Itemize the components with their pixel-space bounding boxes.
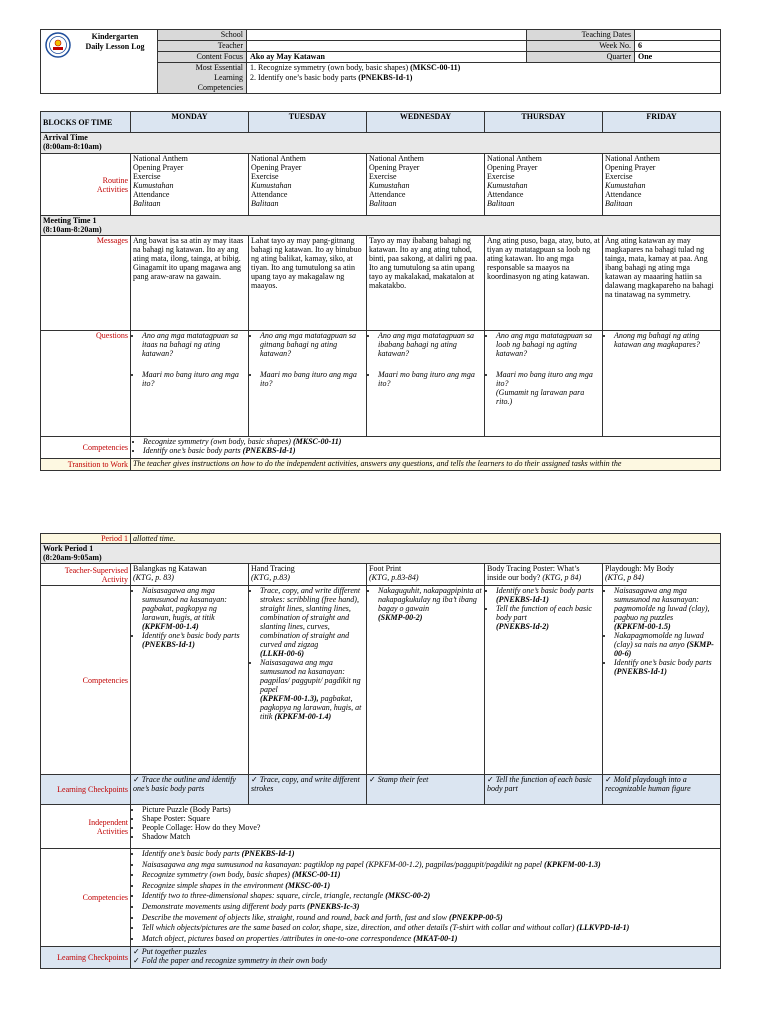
title-cell	[41, 30, 158, 94]
learning-checkpoints-label-2: Learning Checkpoints	[41, 947, 131, 969]
message-thursday: Ang ating puso, baga, atay, buto, at tiyan ay matatagpuan sa loob ng ating katawan. Ito ang mga responsable sa maayos na koordinasyon ng ating katawan.	[485, 236, 603, 331]
period-row	[41, 534, 721, 544]
competencies-label-1: Competencies	[41, 437, 131, 459]
routine-cell-monday: National Anthem Opening Prayer Exercise Kumustahan Attendance Balitaan	[131, 154, 249, 216]
routine-cell-tuesday: National Anthem Opening Prayer Exercise Kumustahan Attendance Balitaan	[249, 154, 367, 216]
competencies-label-3: Competencies	[41, 849, 131, 947]
competency-item: • Naisasagawa ang mga sumusunod na kasanayan: pagtiklop ng papel (KPKFM-00-1.2), pagpilas/paggupit/pagdikit ng papel (KPKFM-00-1.3)	[142, 860, 718, 871]
competency-item: • Identify one’s basic body parts (PNEKBS-Id-1)	[142, 849, 718, 860]
competency-item: • Recognize symmetry (own body, basic shapes) (MKSC-00-11)	[143, 437, 718, 446]
period-label: Period 1	[41, 534, 131, 544]
day-header-friday: FRIDAY	[603, 112, 721, 133]
activity-tuesday: Hand Tracing (KTG, p.83)	[249, 564, 367, 586]
mel-item-2: 2. Identify one’s basic body parts (PNEKBS-Id-1)	[250, 73, 413, 82]
day-header-wednesday: WEDNESDAY	[367, 112, 485, 133]
mel-field	[247, 63, 721, 94]
message-friday: Ang ating katawan ay may magkapares na bahagi tulad ng tainga, mata, kamay at paa. Ang ibang bahagi ng ating mga katawan ay maaaring hatiin sa dalawang magkapareho na bahagi na tinatawag na symmetry.	[603, 236, 721, 331]
questions-thursday: • Ano ang mga matatagpuan sa loob ng bahagi ng agting katawan? • Maari mo bang ituro ang mga ito? (Gumamit ng larawan para rito.)	[485, 331, 603, 437]
school-label: School	[158, 30, 247, 41]
routine-activities-label: Routine Activities	[41, 154, 131, 216]
activity-monday: Balangkas ng Katawan (KTG, p. 83)	[131, 564, 249, 586]
work-period-row: Work Period 1 (8:20am-9:05am)	[41, 544, 721, 564]
message-monday: Ang bawat isa sa atin ay may itaas na bahagi ng katawan. Ito ay ang ating mata, ilong, tainga, at bibig. Ginagamit ito upang magawa ang pang araw-araw na gawain.	[131, 236, 249, 331]
questions-monday: • Ano ang mga matatagpuan sa itaas na bahagi ng ating katawan? • Maari mo bang ituro ang mga ito?	[131, 331, 249, 437]
teaching-dates-label: Teaching Dates	[527, 30, 635, 41]
teacher-label: Teacher	[158, 41, 247, 52]
day-header-tuesday: TUESDAY	[249, 112, 367, 133]
header-table	[40, 29, 721, 94]
competencies-row-2	[41, 586, 721, 775]
questions-wednesday: • Ano ang mga matatagpuan sa ibabang bahagi ng ating katawan? • Maari mo bang ituro ang mga ito?	[367, 331, 485, 437]
independent-activities-row	[41, 805, 721, 849]
competencies-row-3	[41, 849, 721, 947]
routine-row	[41, 154, 721, 216]
mel-label	[158, 63, 247, 94]
content-focus-field[interactable]: Ako ay May Katawan	[247, 52, 527, 63]
activity-wednesday: Foot Print (KTG, p.83-84)	[367, 564, 485, 586]
mel-label-3: Competencies	[197, 83, 243, 92]
competencies-monday: • Naisasagawa ang mga sumusunod na kasanayan: pagbakat, pagkopya ng larawan, hugis, at titik (KPKFM-00-1.4) • Identify one’s basic body parts (PNEKBS-Id-1)	[131, 586, 249, 775]
teacher-supervised-label: Teacher-Supervised Activity	[41, 564, 131, 586]
checkpoint-wednesday: ✓ Stamp their feet	[367, 775, 485, 805]
mel-label-1: Most Essential	[195, 63, 243, 72]
questions-tuesday: • Ano ang mga matatagpuan sa gitnang bahagi ng ating katawan? • Maari mo bang ituro ang mga ito?	[249, 331, 367, 437]
lesson-table-1	[40, 111, 721, 471]
mel-label-2: Learning	[214, 73, 243, 82]
thursday-picture-note: (Gumamit ng larawan para rito.)	[496, 388, 585, 406]
competencies-tuesday: • Trace, copy, and write different strokes: scribbling (free hand), straight lines, slanting lines, combination of straight and slanting lines, curves, combination of straight and curved and zigzag (LLKH-00-6) • Naisasagawa ang mga sumusunod na kasanayan: pagpilas/ paggupit/ pagdikit ng papel (KPKFM-00-1.3), pagbakat, pagkopya ng larawan, hugis, at titik (KPKFM-00-1.4)	[249, 586, 367, 775]
checkpoints-cell-2	[131, 947, 721, 969]
questions-label: Questions	[41, 331, 131, 437]
week-label: Week No.	[527, 41, 635, 52]
questions-friday: • Anong mg bahagi ng ating katawan ang magkapares?	[603, 331, 721, 437]
competencies-friday: • Naisasagawa ang mga sumusunod na kasanayan: pagmomolde ng luwad (clay), pagbuo ng puzzles (KPKFM-00-1.5) • Nakapagmomolde ng luwad (clay) sa nais na anyo (SKMP-00-6) • Identify one’s basic body parts (PNEKBS-Id-1)	[603, 586, 721, 775]
message-tuesday: Lahat tayo ay may pang-gitnang bahagi ng katawan. Ito ay binubuo ng ating balikat, kamay, siko, at tiyan. Ito ang tumutulong sa atin upang tayo ay makagalaw ng maayos.	[249, 236, 367, 331]
competencies-cell-3	[131, 849, 721, 947]
learning-checkpoints-row-1	[41, 775, 721, 805]
questions-row	[41, 331, 721, 437]
mel-item-1: 1. Recognize symmetry (own body, basic shapes) (MKSC-00-11)	[250, 63, 461, 72]
transition-row	[41, 459, 721, 471]
competency-item: • Identify two to three-dimensional shapes: square, circle, triangle, rectangle (MKSC-00-2)	[142, 891, 718, 902]
competencies-thursday: • Identify one’s basic body parts (PNEKBS-Id-1) • Tell the function of each basic body part (PNEKBS-Id-2)	[485, 586, 603, 775]
message-wednesday: Tayo ay may ibabang bahagi ng katawan. Ito ay ang ating tuhod, binti, paa sakong, at daliri ng paa. Ito ang tumutulong sa atin upang tayo ay makalakad, makatalon at makatakbo.	[367, 236, 485, 331]
competency-item: • Demonstrate movements using different body parts (PNEKBS-Ic-3)	[142, 902, 718, 913]
lesson-table-2	[40, 533, 721, 969]
independent-activity-item: • Shadow Match	[142, 832, 718, 841]
messages-label: Messages	[41, 236, 131, 331]
competencies-row-1	[41, 437, 721, 459]
routine-cell-friday: National Anthem Opening Prayer Exercise Kumustahan Attendance Balitaan	[603, 154, 721, 216]
activity-friday: Playdough: My Body (KTG, p 84)	[603, 564, 721, 586]
learning-checkpoints-label-1: Learning Checkpoints	[41, 775, 131, 805]
checkpoint-item: ✓ Put together puzzles	[133, 947, 718, 956]
messages-row	[41, 236, 721, 331]
checkpoint-item: ✓ Fold the paper and recognize symmetry in their own body	[133, 956, 718, 965]
activity-thursday: Body Tracing Poster: What’s inside our body? (KTG, p 84)	[485, 564, 603, 586]
independent-activities-label: Independent Activities	[41, 805, 131, 849]
period-text: allotted time.	[131, 534, 721, 544]
teacher-field[interactable]	[247, 41, 527, 52]
independent-activity-item: • Shape Poster: Square	[142, 814, 718, 823]
blocks-of-time-header: BLOCKS OF TIME	[41, 112, 131, 133]
competency-item: • Tell which objects/pictures are the same based on color, shape, size, direction, and other details (T-shirt with collar and without collar) (LLKVPD-Id-1)	[142, 923, 718, 934]
checkpoint-tuesday: ✓ Trace, copy, and write different strokes	[249, 775, 367, 805]
checkpoint-monday: ✓ Trace the outline and identify one’s basic body parts	[131, 775, 249, 805]
competencies-cell-1	[131, 437, 721, 459]
teaching-dates-field[interactable]	[635, 30, 721, 41]
competency-item: • Identify one’s basic body parts (PNEKBS-Id-1)	[143, 446, 718, 455]
teacher-supervised-row	[41, 564, 721, 586]
title-line2: Daily Lesson Log	[85, 42, 145, 51]
school-field[interactable]	[247, 30, 527, 41]
arrival-time-row: Arrival Time (8:00am-8:10am)	[41, 133, 721, 154]
competencies-wednesday: • Nakaguguhit, nakapagpipinta at nakapagkukulay ng iba’t ibang bagay o gawain (SKMP-00-2)	[367, 586, 485, 775]
content-focus-label: Content Focus	[158, 52, 247, 63]
checkpoint-thursday: ✓ Tell the function of each basic body part	[485, 775, 603, 805]
transition-label: Transition to Work	[41, 459, 131, 471]
quarter-field[interactable]: One	[635, 52, 721, 63]
learning-checkpoints-row-2	[41, 947, 721, 969]
competency-item: • Describe the movement of objects like, straight, round and round, back and forth, fast and slow (PNEKPP-00-5)	[142, 913, 718, 924]
routine-cell-thursday: National Anthem Opening Prayer Exercise Kumustahan Attendance Balitaan	[485, 154, 603, 216]
checkpoint-friday: ✓ Mold playdough into a recognizable human figure	[603, 775, 721, 805]
competency-item: • Match object, pictures based on properties /attributes in one-to-one correspondence (MKAT-00-1)	[142, 934, 718, 945]
week-field[interactable]: 6	[635, 41, 721, 52]
competency-item: • Recognize simple shapes in the environment (MKSC-00-1)	[142, 881, 718, 892]
title-line1: Kindergarten	[91, 32, 139, 41]
transition-text: The teacher gives instructions on how to do the independent activities, answers any questions, and tells the learners to do their assigned tasks within the	[131, 459, 721, 471]
competencies-label-2: Competencies	[41, 586, 131, 775]
quarter-label: Quarter	[527, 52, 635, 63]
independent-activity-item: • Picture Puzzle (Body Parts)	[142, 805, 718, 814]
meeting-time-row: Meeting Time 1 (8:10am-8:20am)	[41, 216, 721, 236]
competency-item: • Recognize symmetry (own body, basic shapes) (MKSC-00-11)	[142, 870, 718, 881]
independent-activities-cell	[131, 805, 721, 849]
day-header-monday: MONDAY	[131, 112, 249, 133]
independent-activity-item: • People Collage: How do they Move?	[142, 823, 718, 832]
routine-cell-wednesday: National Anthem Opening Prayer Exercise Kumustahan Attendance Balitaan	[367, 154, 485, 216]
day-header-thursday: THURSDAY	[485, 112, 603, 133]
